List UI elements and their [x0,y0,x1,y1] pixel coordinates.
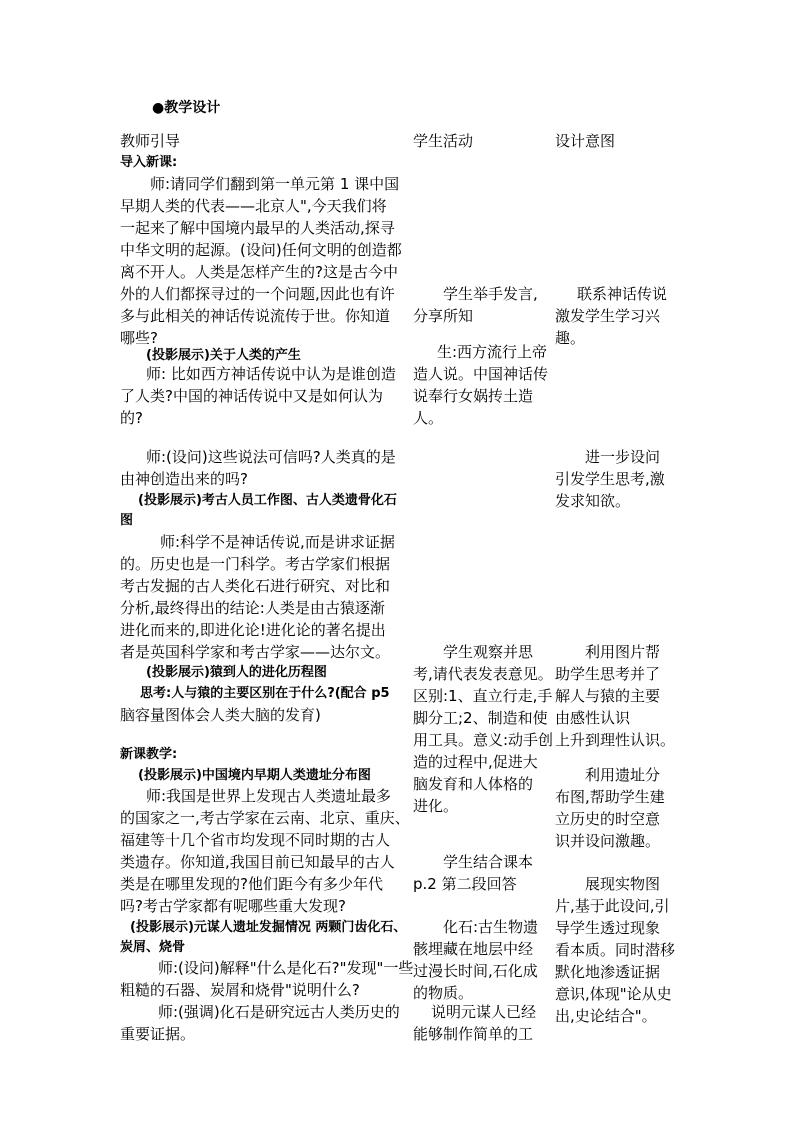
col1-line: 福建等十几个省市均发现不同时期的古人 [120,831,391,849]
col2-line: 说明元谋人已经 [431,1003,537,1021]
col2-line: 进化。 [413,797,459,815]
col1-line: 中华文明的起源。(设问)任何文明的创造都 [120,241,402,259]
col1-line: 脑容量图体会人类大脑的发育) [120,706,321,724]
col2-line: 脚分工;2、制造和使 [413,709,548,727]
col3-line: 意识,体现"论从史 [555,985,672,1003]
col1-line: 离不开人。人类是怎样产生的?这是古今中 [120,263,398,281]
col1-line: 了人类?中国的神话传说中又是如何认为 [120,387,383,405]
col3-line: 解人与猿的主要 [555,687,661,705]
col3-line: 引发学生思考,激 [555,470,665,488]
col3-line: 利用遗址分 [585,766,661,784]
col3-line: 立历史的时空意 [555,810,661,828]
col1-line: 考古发掘的古人类化石进行研究、对比和 [120,577,391,595]
col2-line: 化石:古生物遗 [443,918,539,936]
col3-line: 趣。 [555,329,586,347]
section-title: ●教学设计 [152,100,221,116]
col1-line: 粗糙的石器、炭屑和烧骨"说明什么? [120,981,360,999]
header-student: 学生活动 [413,132,474,150]
header-teacher: 教师引导 [120,132,181,150]
col1-line: 师:(强调)化石是研究远古人类历史的 [158,1003,400,1021]
col1-line: 吗?考古学家都有呢哪些重大发现? [120,897,346,915]
col1-line: 师: 比如西方神话传说中认为是谁创造 [146,365,396,383]
col2-line: p.2 第二段回答 [413,875,517,893]
col1-line: 师:科学不是神话传说,而是讲求证据 [160,533,395,551]
col1-line: 一起来了解中国境内最早的人类活动,探寻 [120,219,395,237]
col3-line: 出,史论结合"。 [555,1007,657,1025]
col2-line: 造人说。中国神话传 [413,365,549,383]
col1-line: 的? [120,409,143,427]
col2-line: 考,请代表发表意见。 [413,665,553,683]
col3-line: 识并设问激趣。 [555,832,661,850]
col1-line: 导入新课: [120,155,178,170]
col2-line: 说奉行女娲抟土造 [413,387,534,405]
col2-line: 用工具。意义:动手创 [413,731,554,749]
col1-line: 哪些? [120,329,158,347]
col3-line: 布图,帮助学生建 [555,788,665,806]
col1-line: 思考:人与猿的主要区别在于什么?(配合 p5 [140,686,390,701]
col2-line: 骸埋藏在地层中经 [413,940,534,958]
col1-line: 类遗存。你知道,我国目前已知最早的古人 [120,853,395,871]
col1-line: 的国家之一,考古学家在云南、北京、重庆、 [120,809,410,827]
col3-line: 助学生思考并了 [555,665,661,683]
col1-line: 的。历史也是一门科学。考古学家们根据 [120,555,391,573]
col1-line: 类是在哪里发现的?他们距今有多少年代 [120,875,383,893]
col3-line: 上升到理性认识。 [555,731,676,749]
col1-line: 炭屑、烧骨 [120,940,186,955]
col1-line: 外的人们都探寻过的一个问题,因此也有许 [120,285,395,303]
col2-line: 学生观察并思 [443,643,534,661]
col3-line: 片,基于此设问,引 [555,897,670,915]
col1-line: (投影展示)猿到人的进化历程图 [146,665,327,680]
col3-line: 导学生透过现象 [555,919,661,937]
col2-line: 区别:1、直立行走,手 [413,687,553,705]
col2-line: 分享所知 [413,307,474,325]
col1-line: (投影展示)关于人类的产生 [146,348,301,363]
col1-line: (投影展示)考古人员工作图、古人类遗骨化石 [138,493,397,508]
header-intent: 设计意图 [555,132,616,150]
col1-line: 师:(设问)解释"什么是化石?"发现"一些 [158,959,414,977]
col1-line: 师:请同学们翻到第一单元第 1 课中国 [150,175,400,193]
col2-line: 造的过程中,促进大 [413,753,538,771]
col3-line: 进一步设问 [585,448,661,466]
col2-line: 的物质。 [413,984,474,1002]
col1-line: 图 [120,513,134,528]
col3-line: 利用图片帮 [585,643,661,661]
col1-line: 新课教学: [120,747,178,762]
col1-line: 师:(设问)这些说法可信吗?人类真的是 [146,448,396,466]
col3-line: 默化地渗透证据 [555,963,661,981]
col1-line: 进化而来的,即进化论!进化论的著名提出 [120,621,386,639]
col2-line: 过漫长时间,石化成 [413,962,538,980]
col3-line: 激发学生学习兴 [555,307,661,325]
col1-line: (投影展示)中国境内早期人类遗址分布图 [138,768,371,783]
col1-line: 早期人类的代表——北京人",今天我们将 [120,197,387,215]
col1-line: (投影展示)元谋人遗址发掘情况 两颗门齿化石、 [130,920,407,935]
col2-line: 学生结合课本 [443,853,534,871]
col2-line: 脑发育和人体格的 [413,775,534,793]
col1-line: 者是英国科学家和考古学家——达尔文。 [120,643,391,661]
col2-line: 人。 [413,409,444,427]
col3-line: 发求知欲。 [555,492,631,510]
col1-line: 重要证据。 [120,1025,196,1043]
col2-line: 生:西方流行上帝 [437,343,548,361]
col1-line: 多与此相关的神话传说流传于世。你知道 [120,307,391,325]
col3-line: 由感性认识 [555,709,631,727]
col2-line: 学生举手发言, [443,285,538,303]
col1-line: 分析,最终得出的结论:人类是由古猿逐渐 [120,599,385,617]
col1-line: 师:我国是世界上发现古人类遗址最多 [146,787,392,805]
col1-line: 由神创造出来的吗? [120,470,248,488]
col3-line: 展现实物图 [585,875,661,893]
col3-line: 联系神话传说 [577,285,668,303]
col3-line: 看本质。同时潜移 [555,941,676,959]
col2-line: 能够制作简单的工 [413,1025,534,1043]
